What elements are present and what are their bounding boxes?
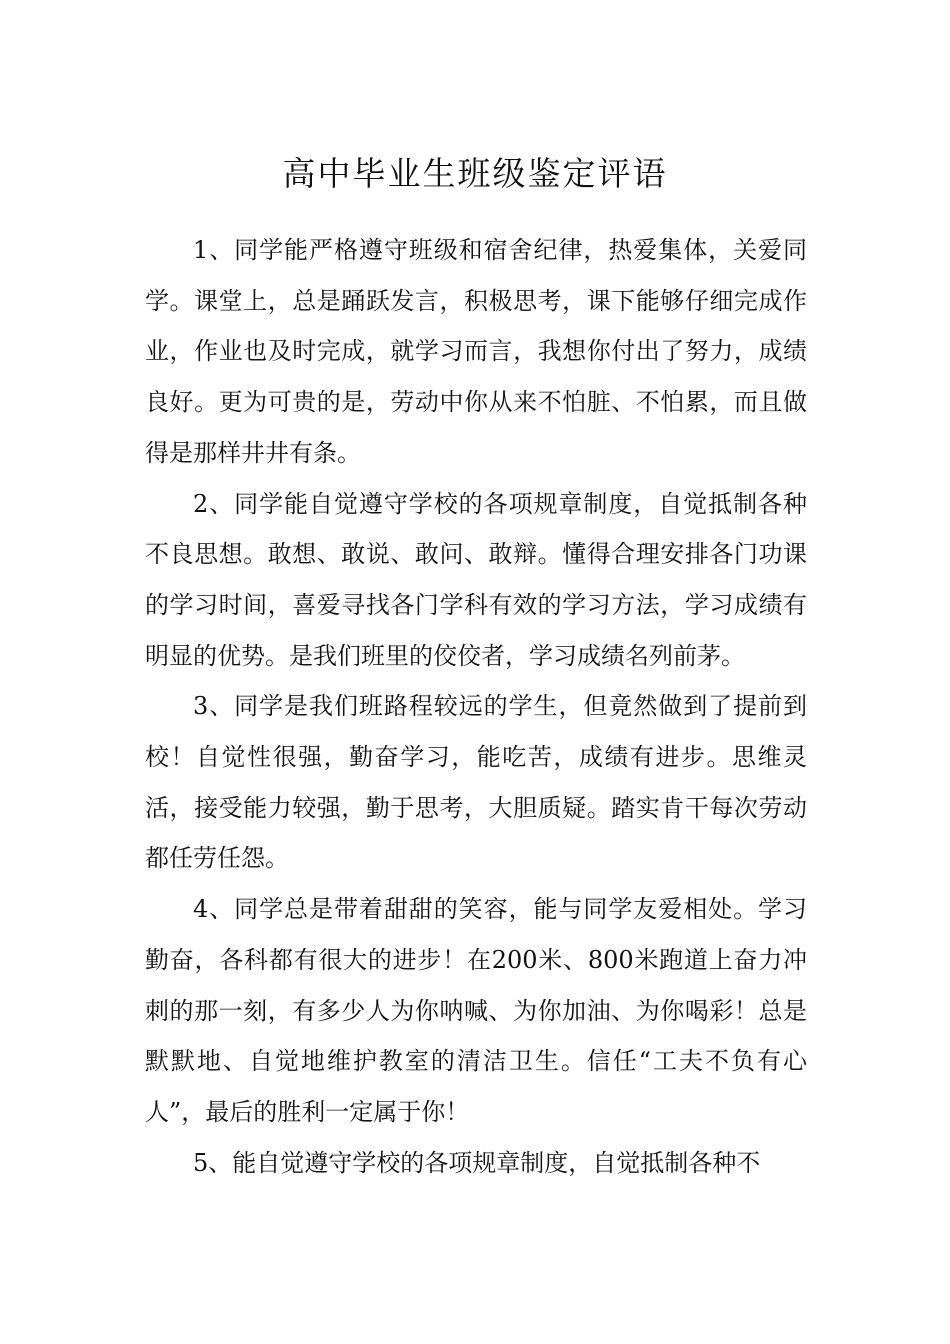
paragraph-5: 5、能自觉遵守学校的各项规章制度，自觉抵制各种不 [193, 1148, 761, 1177]
paragraph-3: 3、同学是我们班路程较远的学生，但竟然做到了提前到校！自觉性很强，勤奋学习，能吃苦，成绩有进步。思维灵活，接受能力较强，勤于思考，大胆质疑。踏实肯干每次劳动都任劳任怨。 [145, 692, 807, 873]
paragraph-4: 4、同学总是带着甜甜的笑容，能与同学友爱相处。学习勤奋，各科都有很大的进步！在200米、800米跑道上奋力冲刺的那一刻，有多少人为你呐喊、为你加油、为你喝彩！总是默默地、自觉地维护教室的清洁卫生。信任“工夫不负有心人”，最后的胜利一定属于你！ [145, 895, 807, 1126]
paragraph-2: 2、同学能自觉遵守学校的各项规章制度，自觉抵制各种不良思想。敢想、敢说、敢问、敢辩。懂得合理安排各门功课的学习时间，喜爱寻找各门学科有效的学习方法，学习成绩有明显的优势。是我们班里的佼佼者，学习成绩名列前茅。 [145, 489, 807, 670]
document-title: 高中毕业生班级鉴定评语 [282, 154, 668, 194]
document-body [145, 225, 807, 1188]
paragraph-1: 1、同学能严格遵守班级和宿舍纪律，热爱集体，关爱同学。课堂上，总是踊跃发言，积极思考，课下能够仔细完成作业，作业也及时完成，就学习而言，我想你付出了努力，成绩良好。更为可贵的是，劳动中你从来不怕脏、不怕累，而且做得是那样井井有条。 [145, 236, 807, 467]
